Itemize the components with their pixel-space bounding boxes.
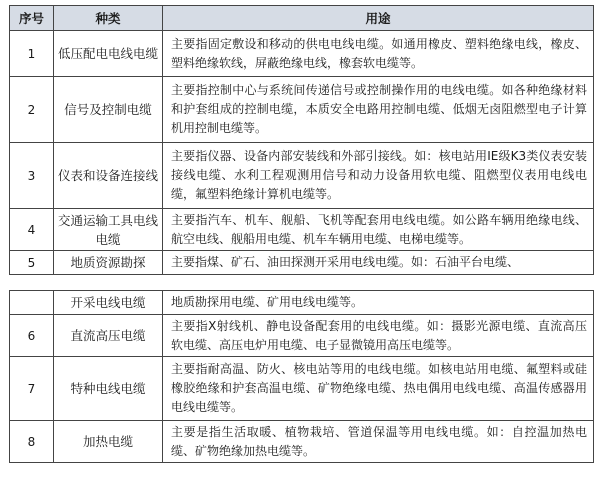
- header-type: 种类: [54, 6, 163, 31]
- row-use: 地质勘探用电缆、矿用电线电缆等。: [163, 291, 594, 315]
- header-no: 序号: [10, 6, 54, 31]
- row-type: 地质资源勘探: [54, 251, 163, 275]
- row-use: 主要是指生活取暖、植物栽培、管道保温等用电线电缆。如：自控温加热电缆、矿物绝缘加热电缆等。: [163, 421, 594, 463]
- row-type: 信号及控制电缆: [54, 77, 163, 143]
- row-use: 主要指X射线机、静电设备配套用的电线电缆。如：摄影光源电缆、直流高压软电缆、高压电炉用电缆、电子显微镜用高压电缆等。: [163, 315, 594, 357]
- table-row: [10, 77, 594, 143]
- table-row: [10, 315, 594, 357]
- row-use: 主要指汽车、机车、舰船、飞机等配套用电线电缆。如公路车辆用绝缘电线、航空电线、舰船用电缆、机车车辆用电缆、电梯电缆等。: [163, 209, 594, 251]
- row-use: 主要指固定敷设和移动的供电电线电缆。如通用橡皮、塑料绝缘电线，橡皮、塑料绝缘软线，屏蔽绝缘电线，橡套软电缆等。: [163, 31, 594, 77]
- cable-types-table-part2: [9, 290, 594, 463]
- table-row: [10, 291, 594, 315]
- row-type: 开采电线电缆: [54, 291, 163, 315]
- row-no: 2: [10, 77, 54, 143]
- row-type: 加热电缆: [54, 421, 163, 463]
- table-row: [10, 143, 594, 209]
- row-use: 主要指仪器、设备内部安装线和外部引接线。如：核电站用IE级K3类仪表安装接线电缆、水利工程观测用信号和动力设备用软电缆、阻燃型仪表用电线电缆，氟塑料绝缘计算机电缆等。: [163, 143, 594, 209]
- row-type: 直流高压电缆: [54, 315, 163, 357]
- row-no: 1: [10, 31, 54, 77]
- row-use: 主要指控制中心与系统间传递信号或控制操作用的电线电缆。如各种绝缘材料和护套组成的控制电缆，本质安全电路用控制电缆、低烟无卤阻燃型电子计算机用控制电缆等。: [163, 77, 594, 143]
- table-row: [10, 251, 594, 275]
- table-row: [10, 209, 594, 251]
- row-no: 4: [10, 209, 54, 251]
- row-use: 主要指煤、矿石、油田探测开采用电线电缆。如：石油平台电缆、: [163, 251, 594, 275]
- row-type: 交通运输工具电线电缆: [54, 209, 163, 251]
- cable-types-table-part1: [9, 5, 594, 275]
- row-type: 低压配电电线电缆: [54, 31, 163, 77]
- row-no: [10, 291, 54, 315]
- header-use: 用途: [163, 6, 594, 31]
- row-no: 8: [10, 421, 54, 463]
- row-no: 7: [10, 357, 54, 421]
- row-type: 特种电线电缆: [54, 357, 163, 421]
- table-header-row: [10, 6, 594, 31]
- row-no: 6: [10, 315, 54, 357]
- row-use: 主要指耐高温、防火、核电站等用的电线电缆。如核电站用电缆、氟塑料或硅橡胶绝缘和护套高温电缆、矿物绝缘电缆、热电偶用电线电缆、高温传感器用电线电缆等。: [163, 357, 594, 421]
- table-row: [10, 31, 594, 77]
- table-row: [10, 421, 594, 463]
- row-type: 仪表和设备连接线: [54, 143, 163, 209]
- row-no: 3: [10, 143, 54, 209]
- table-row: [10, 357, 594, 421]
- row-no: 5: [10, 251, 54, 275]
